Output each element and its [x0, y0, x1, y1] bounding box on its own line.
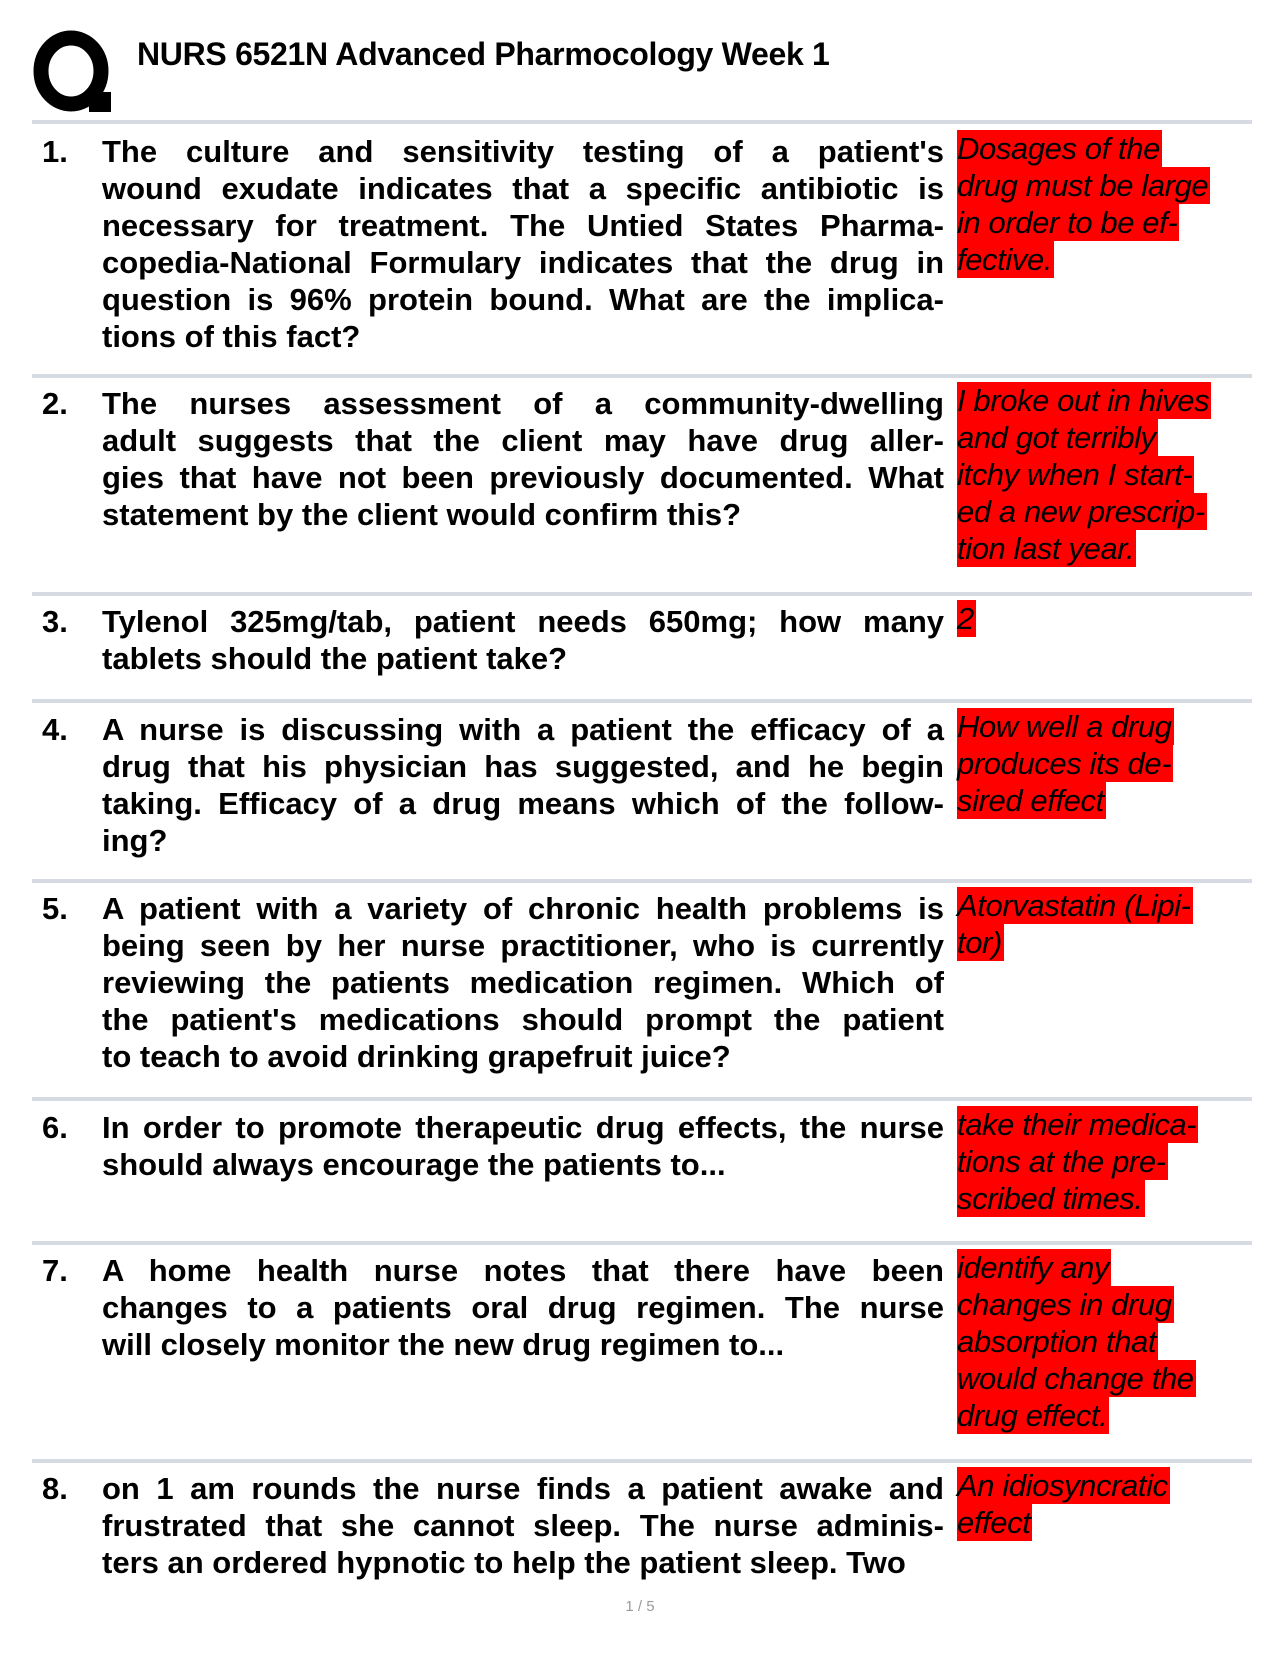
question-line: A home health nurse notes that there have been: [102, 1253, 944, 1288]
answer-line: tion last year.: [957, 531, 1135, 566]
question-line: being seen by her nurse practitioner, who is currently: [102, 928, 944, 963]
question-line: copedia-National Formulary indicates that the drug in: [102, 245, 944, 280]
divider: [32, 120, 1252, 124]
answer-line: I broke out in hives: [957, 383, 1210, 418]
page-number: 1 / 5: [625, 1598, 655, 1615]
quizlet-logo-icon: [33, 30, 115, 114]
answer-line: absorption that: [957, 1324, 1157, 1359]
question-line: changes to a patients oral drug regimen. The nurse: [102, 1290, 944, 1325]
divider: [32, 1459, 1252, 1463]
question-line: tablets should the patient take?: [102, 641, 568, 676]
question-text: [102, 133, 944, 355]
answer-line: tions at the pre-: [957, 1144, 1166, 1179]
divider: [32, 1241, 1252, 1245]
question-line: statement by the client would confirm this?: [102, 497, 742, 532]
question-line: A patient with a variety of chronic health problems is: [102, 891, 944, 926]
question-number: 8.: [42, 1471, 68, 1506]
answer-line: How well a drug: [957, 709, 1172, 744]
question-line: Tylenol 325mg/tab, patient needs 650mg; how many: [102, 604, 944, 639]
question-text: [102, 603, 944, 677]
answer-line: changes in drug: [957, 1287, 1172, 1322]
question-line: ing?: [102, 823, 168, 858]
answer-highlight: [957, 708, 1174, 819]
question-line: question is 96% protein bound. What are the implica-: [102, 282, 944, 317]
question-number: 2.: [42, 386, 68, 421]
answer-line: itchy when I start-: [957, 457, 1193, 492]
answer-line: Atorvastatin (Lipi-: [957, 888, 1191, 923]
question-line: The culture and sensitivity testing of a patient's: [102, 134, 944, 169]
question-line: reviewing the patients medication regimen. Which of: [102, 965, 944, 1000]
question-line: adult suggests that the client may have drug aller-: [102, 423, 944, 458]
answer-line: take their medica-: [957, 1107, 1197, 1142]
question-line: frustrated that she cannot sleep. The nurse adminis-: [102, 1508, 944, 1543]
answer-highlight: [957, 1249, 1196, 1434]
answer-line: produces its de-: [957, 746, 1172, 781]
answer-highlight: [957, 382, 1211, 567]
question-text: [102, 890, 944, 1075]
question-line: A nurse is discussing with a patient the efficacy of a: [102, 712, 944, 747]
question-line: on 1 am rounds the nurse finds a patient awake and: [102, 1471, 944, 1506]
question-line: necessary for treatment. The Untied States Pharma-: [102, 208, 944, 243]
answer-line: An idiosyncratic: [957, 1468, 1168, 1503]
question-line: The nurses assessment of a community-dwelling: [102, 386, 944, 421]
question-line: ters an ordered hypnotic to help the patient sleep. Two: [102, 1545, 906, 1580]
question-number: 4.: [42, 712, 68, 747]
answer-line: effect: [957, 1505, 1031, 1540]
question-text: [102, 385, 944, 533]
answer-line: drug effect.: [957, 1398, 1108, 1433]
answer-line: scribed times.: [957, 1181, 1143, 1216]
answer-line: fective.: [957, 242, 1053, 277]
divider: [32, 592, 1252, 596]
question-line: gies that have not been previously documented. What: [102, 460, 944, 495]
question-number: 5.: [42, 891, 68, 926]
question-line: In order to promote therapeutic drug effects, the nurse: [102, 1110, 944, 1145]
question-line: the patient's medications should prompt the patient: [102, 1002, 944, 1037]
answer-line: Dosages of the: [957, 131, 1160, 166]
divider: [32, 879, 1252, 883]
answer-highlight: [957, 1467, 1170, 1541]
question-number: 7.: [42, 1253, 68, 1288]
question-text: [102, 1470, 944, 1581]
answer-line: and got terribly: [957, 420, 1156, 455]
answer-line: sired effect: [957, 783, 1104, 818]
question-line: tions of this fact?: [102, 319, 361, 354]
answer-line: tor): [957, 925, 1002, 960]
answer-line: ed a new prescrip-: [957, 494, 1205, 529]
answer-highlight: [957, 130, 1210, 278]
page-title: NURS 6521N Advanced Pharmocology Week 1: [137, 36, 830, 72]
divider: [32, 699, 1252, 703]
question-line: will closely monitor the new drug regimen to...: [102, 1327, 785, 1362]
divider: [32, 374, 1252, 378]
question-number: 6.: [42, 1110, 68, 1145]
question-text: [102, 711, 944, 859]
answer-line: identify any: [957, 1250, 1110, 1285]
question-number: 3.: [42, 604, 68, 639]
question-line: drug that his physician has suggested, and he begin: [102, 749, 944, 784]
question-line: to teach to avoid drinking grapefruit juice?: [102, 1039, 731, 1074]
answer-highlight: [957, 887, 1193, 961]
question-line: should always encourage the patients to...: [102, 1147, 726, 1182]
answer-highlight: [957, 1106, 1198, 1217]
answer-line: drug must be large: [957, 168, 1209, 203]
question-text: [102, 1252, 944, 1363]
divider: [32, 1097, 1252, 1101]
question-text: [102, 1109, 944, 1183]
question-line: wound exudate indicates that a specific antibiotic is: [102, 171, 944, 206]
answer-line: 2: [957, 601, 974, 636]
answer-line: would change the: [957, 1361, 1194, 1396]
answer-line: in order to be ef-: [957, 205, 1178, 240]
question-line: taking. Efficacy of a drug means which of the follow-: [102, 786, 944, 821]
answer-highlight: [957, 600, 976, 637]
question-number: 1.: [42, 134, 68, 169]
